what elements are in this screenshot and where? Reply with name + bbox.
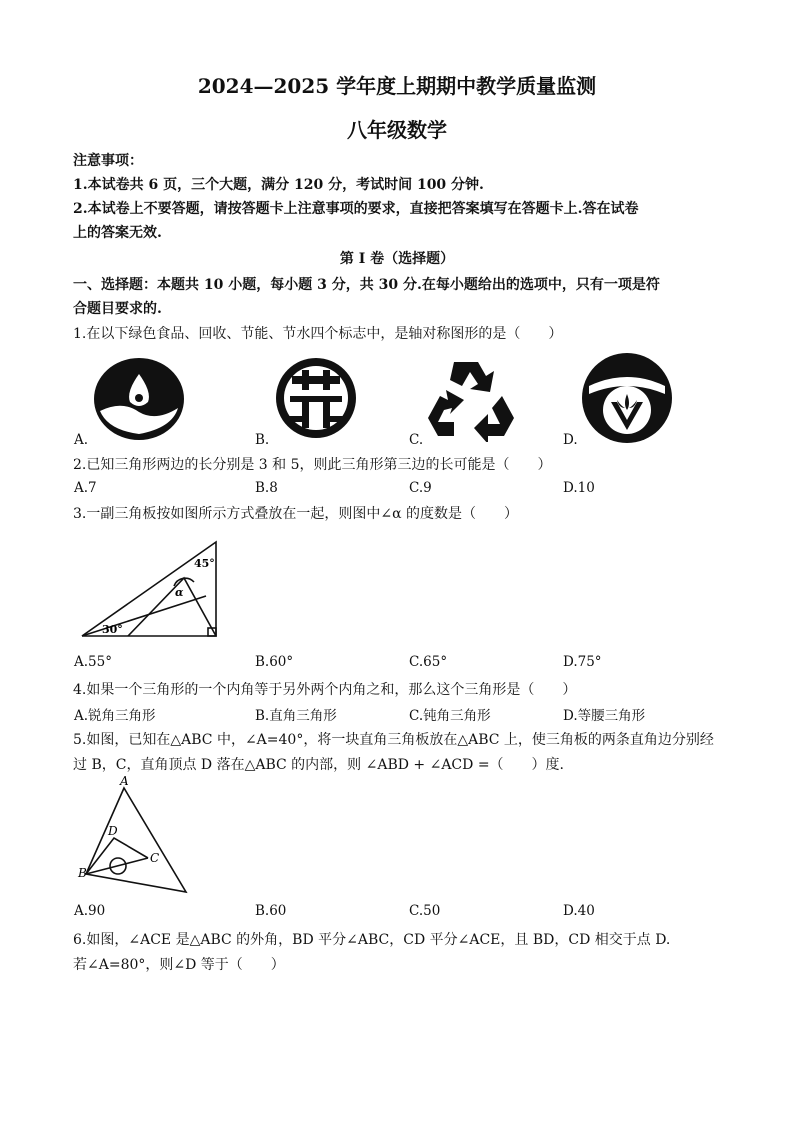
q6-stem-line1: 6.如图，∠ACE 是△ABC 的外角，BD 平分∠ABC，CD 平分∠ACE，且 BD，CD 相交于点 D.	[73, 932, 671, 948]
exam-subtitle: 八年级数学	[347, 118, 447, 142]
q5-label-b: B	[78, 866, 87, 880]
notice-item-2-line1: 2.本试卷上不要答题，请按答题卡上注意事项的要求，直接把答案填写在答题卡上.答在试卷	[73, 201, 639, 217]
recycle-logo-icon	[274, 356, 358, 440]
q5-option-d[interactable]: D.40	[563, 903, 595, 919]
water-saving-logo-icon	[581, 352, 673, 444]
q1-option-b[interactable]: B.	[255, 432, 270, 448]
q1-option-d[interactable]: D.	[563, 432, 578, 448]
q5-label-c: C	[150, 851, 160, 865]
notice-heading: 注意事项：	[73, 153, 143, 169]
notice-item-2-line2: 上的答案无效.	[73, 225, 162, 241]
recycle-arrows-icon	[424, 356, 516, 442]
q4-option-b[interactable]: B.直角三角形	[255, 708, 337, 724]
q4-option-a[interactable]: A.锐角三角形	[74, 708, 156, 724]
q4-stem: 4.如果一个三角形的一个内角等于另外两个内角之和，那么这个三角形是（ ）	[73, 682, 577, 698]
section-desc-line2: 合题目要求的.	[73, 301, 162, 317]
q2-option-d[interactable]: D.10	[563, 480, 595, 496]
section-desc-line1: 一、选择题：本题共 10 小题，每小题 3 分，共 30 分.在每小题给出的选项中，只有一项是符	[73, 277, 660, 293]
q1-option-c[interactable]: C.	[409, 432, 424, 448]
q3-option-a[interactable]: A.55°	[74, 654, 112, 670]
section-title: 第 I 卷（选择题）	[339, 251, 455, 267]
q5-option-b[interactable]: B.60	[255, 903, 287, 919]
q2-option-b[interactable]: B.8	[255, 480, 278, 496]
green-food-logo-icon	[92, 356, 186, 442]
q5-label-a: A	[120, 774, 129, 788]
q3-label-alpha: α	[175, 586, 184, 599]
q2-stem: 2.已知三角形两边的长分别是 3 和 5，则此三角形第三边的长可能是（ ）	[73, 457, 552, 473]
q3-stem: 3.一副三角板按如图所示方式叠放在一起，则图中∠α 的度数是（ ）	[73, 506, 518, 522]
q1-option-a[interactable]: A.	[74, 432, 89, 448]
q3-label-45: 45°	[194, 557, 215, 570]
q6-stem-line2: 若∠A=80°，则∠D 等于（ ）	[73, 957, 285, 973]
exam-title: 2024—2025 学年度上期期中教学质量监测	[197, 74, 597, 98]
q5-stem-line1: 5.如图，已知在△ABC 中，∠A=40°，将一块直角三角板放在△ABC 上，使三角板的两条直角边分别经	[73, 732, 714, 748]
q3-triangle-figure	[78, 538, 226, 642]
q4-option-c[interactable]: C.钝角三角形	[409, 708, 491, 724]
q3-label-30: 30°	[102, 623, 123, 636]
q3-option-d[interactable]: D.75°	[563, 654, 602, 670]
q5-label-d: D	[108, 824, 118, 838]
q3-option-b[interactable]: B.60°	[255, 654, 294, 670]
q2-option-c[interactable]: C.9	[409, 480, 432, 496]
q3-option-c[interactable]: C.65°	[409, 654, 448, 670]
q1-stem: 1.在以下绿色食品、回收、节能、节水四个标志中，是轴对称图形的是（ ）	[73, 326, 563, 342]
q5-triangle-figure	[76, 774, 194, 896]
notice-item-1: 1.本试卷共 6 页，三个大题，满分 120 分，考试时间 100 分钟.	[73, 177, 484, 193]
q5-stem-line2: 过 B，C，直角顶点 D 落在△ABC 的内部，则 ∠ABD + ∠ACD =（ ）度.	[73, 757, 565, 773]
q2-option-a[interactable]: A.7	[74, 480, 97, 496]
q5-option-a[interactable]: A.90	[74, 903, 106, 919]
q5-option-c[interactable]: C.50	[409, 903, 441, 919]
q4-option-d[interactable]: D.等腰三角形	[563, 708, 646, 724]
